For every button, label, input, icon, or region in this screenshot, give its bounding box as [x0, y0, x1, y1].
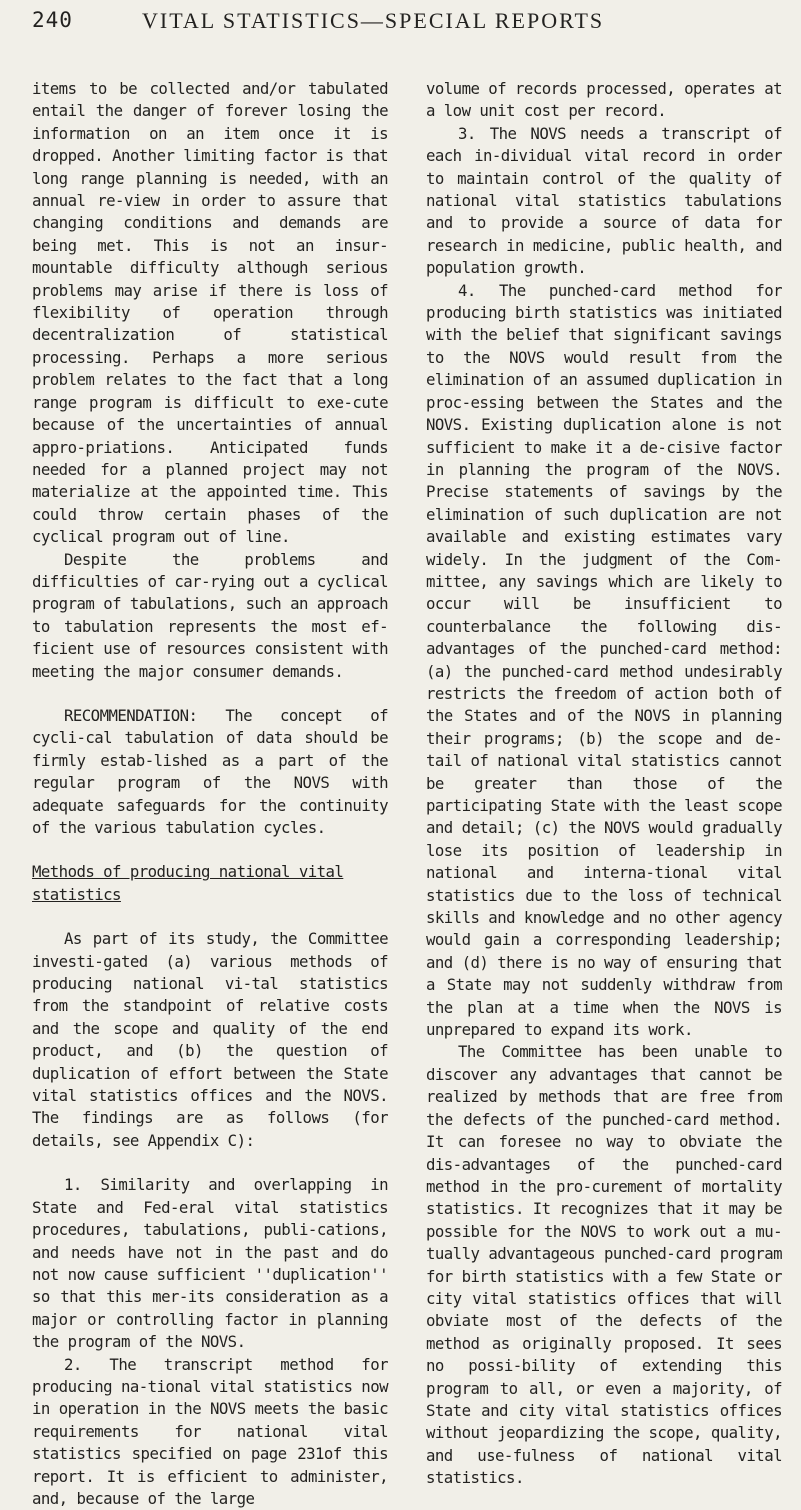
paragraph: items to be collected and/or tabulated entail the danger of forever losing the information on an item once it is dropped. Another limiting factor is that long range planning is needed, with an annual re-view in order to assure that changing conditions and demands are being met. This is not an insur-mountable difficulty although serious problems may arise if there is loss of flexibility of operation through decentralization of statistical processing. Perhaps a more serious problem relates to the fact that a long range program is difficult to exe-cute because of the uncertainties of annual appro-priations. Anticipated funds needed for a planned project may not materialize at the appointed time. This could throw certain phases of the cyclical program out of line. [32, 79, 388, 547]
recommendation: RECOMMENDATION: The concept of cycli-cal tabulation of data should be firmly estab-lished as a part of the regular program of the NOVS with adequate safeguards for the continuity of the various tabulation cycles. [32, 705, 388, 837]
paragraph: volume of records processed, operates at a low unit cost per record. [426, 79, 782, 121]
left-column [32, 78, 388, 1510]
paragraph: As part of its study, the Committee investi-gated (a) various methods of producing national vi-tal statistics from the standpoint of relative costs and the scope and quality of the end product, and (b) the question of duplication of effort between the State vital statistics offices and the NOVS. The findings are as follows (for details, see Appendix C): [32, 929, 388, 1150]
paragraph: Despite the problems and difficulties of car-rying out a cyclical program of tabulations, such an approach to tabulation represents the most ef-ficient use of resources consistent with meeting the major consumer demands. [32, 549, 388, 681]
finding-item-1: 1. Similarity and overlapping in State and Fed-eral vital statistics procedures, tabulations, publi-cations, and needs have not in the past and do not now cause sufficient ''duplication'' so that this mer-its consideration as a major or controlling factor in planning the program of the NOVS. [32, 1175, 388, 1352]
page-header [0, 0, 801, 44]
finding-item-3: 3. The NOVS needs a transcript of each in-dividual vital record in order to maintain control of the quality of national vital statistics tabulations and to provide a source of data for research in medicine, public health, and population growth. [426, 123, 782, 278]
right-column [426, 78, 782, 1490]
running-head: VITAL STATISTICS—SPECIAL REPORTS [142, 8, 605, 33]
page-number: 240 [32, 8, 73, 32]
section-heading: Methods of producing national vital statistics [32, 862, 344, 904]
finding-item-4: 4. The punched-card method for producing birth statistics was initiated with the belief that significant savings to the NOVS would result from the elimination of an assumed duplication in proc-essing between the States and the NOVS. Existing duplication alone is not sufficient to make it a de-cisive factor in planning the program of the NOVS. Precise statements of savings by the elimination of such duplication are not available and existing estimates vary widely. In the judgment of the Com-mittee, any savings which are likely to occur will be insufficient to counterbalance the following dis-advantages of the punched-card method: (a) the punched-card method undesirably restricts the freedom of action both of the States and of the NOVS in planning their programs; (b) the scope and de-tail of national vital statistics cannot be greater than those of the participating State with the least scope and detail; (c) the NOVS would gradually lose its position of leadership in national and interna-tional vital statistics due to the loss of technical skills and knowledge and no other agency would gain a corresponding leadership; and (d) there is no way of ensuring that a State may not suddenly withdraw from the plan at a time when the NOVS is unprepared to expand its work. [426, 280, 782, 1040]
paragraph: The Committee has been unable to discover any advantages that cannot be realized by methods that are free from the defects of the punched-card method. It can foresee no way to obviate the dis-advantages of the punched-card method in the pro-curement of mortality statistics. It recognizes that it may be possible for the NOVS to work out a mu-tually advantageous punched-card program for birth statistics with a few State or city vital statistics offices that will obviate most of the defects of the method as originally proposed. It sees no possi-bility of extending this program to all, or even a majority, of State and city vital statistics offices without jeopardizing the scope, quality, and use-fulness of national vital statistics. [426, 1042, 782, 1488]
finding-item-2: 2. The transcript method for producing na-tional vital statistics now in operation in the NOVS meets the basic requirements for national vital statistics specified on page 231of this report. It is efficient to administer, and, because of the large [32, 1354, 388, 1508]
